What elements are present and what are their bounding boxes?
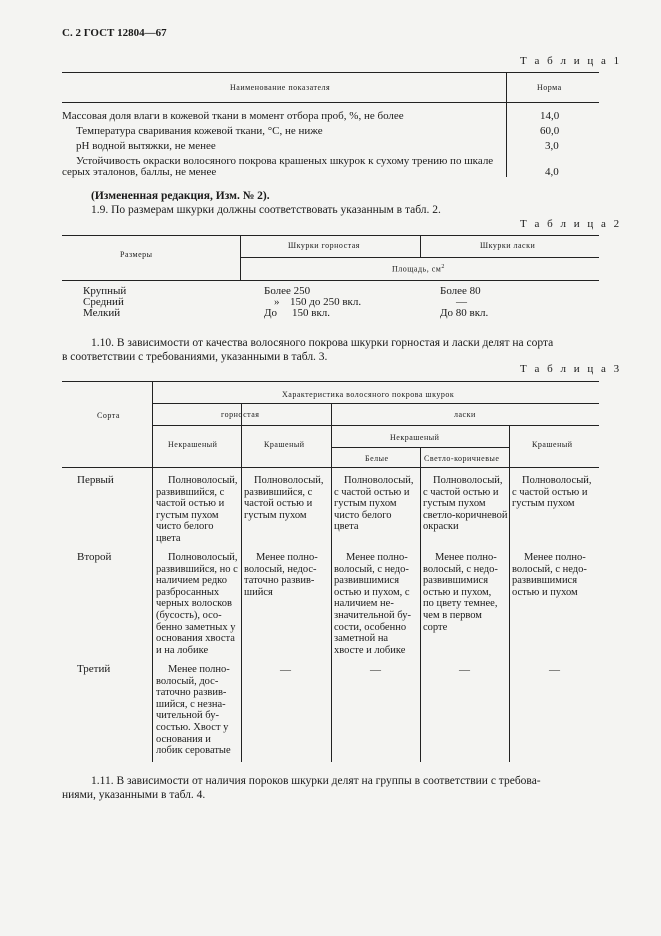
table1-row3-value: 3,0 bbox=[545, 140, 559, 152]
table3-col-weasel-undyed: Некрашеный bbox=[390, 433, 440, 442]
table3-col-divider-5 bbox=[509, 425, 510, 762]
table1-row4-value: 4,0 bbox=[545, 166, 559, 178]
table3-col-divider-4 bbox=[420, 447, 421, 762]
table2-top-rule bbox=[62, 235, 599, 236]
paragraph-1-10-line1: 1.10. В зависимости от качества волосяного покрова шкурки горностая и ласки делят на сорта bbox=[91, 337, 554, 349]
table3-r1-c5: Полноволосый, с частой остью и густым пухом bbox=[512, 475, 592, 510]
table3-r2-c4: Менее полно- волосый, с недо- развившимися остью и пухом, по цвету темнее, чем в первом сорте bbox=[423, 552, 498, 633]
table3-col-white: Белые bbox=[365, 454, 389, 463]
table3-r3-c4-dash: — bbox=[459, 664, 470, 676]
table2-area-label bbox=[392, 264, 445, 274]
table2-col-ermine: Шкурки горностая bbox=[288, 241, 360, 250]
table3-r3-c1: Менее полно- волосый, дос- таточно развив- шийся, с незна- чительной бу- состью. Хвост у основания и лобик сероватые bbox=[156, 664, 231, 757]
edition-note: (Измененная редакция, Изм. № 2). bbox=[91, 190, 270, 202]
table1-head-rule bbox=[62, 102, 599, 103]
table2-subhead-rule bbox=[240, 257, 599, 258]
table3-r1-c1: Полноволосый, развившийся, с частой остью и густым пухом чисто белого цвета bbox=[156, 475, 238, 544]
table3-r3-c2-dash: — bbox=[280, 664, 291, 676]
table3-col-weasel-dyed: Крашеный bbox=[532, 440, 573, 449]
table3-col-ermine-undyed: Некрашеный bbox=[168, 440, 218, 449]
table3-grade-1: Первый bbox=[77, 474, 114, 486]
table2-caption: Т а б л и ц а 2 bbox=[520, 218, 622, 230]
table3-grade-3: Третий bbox=[77, 663, 111, 675]
table2-ermine-2-prefix: » bbox=[274, 296, 280, 308]
table2-head-rule bbox=[62, 280, 599, 281]
paragraph-1-11-line2: ниями, указанными в табл. 4. bbox=[62, 789, 206, 801]
table2-area-sup: 2 bbox=[441, 264, 445, 270]
table1-top-rule bbox=[62, 72, 599, 73]
table1-row3-name: pH водной вытяжки, не менее bbox=[76, 140, 216, 152]
table2-weasel-1: Более 80 bbox=[440, 285, 481, 297]
table2-ermine-1: Более 250 bbox=[264, 285, 311, 297]
table1-row1-name: Массовая доля влаги в кожевой ткани в момент отбора проб, %, не более bbox=[62, 110, 404, 122]
paragraph-1-9: 1.9. По размерам шкурки должны соответствовать указанным в табл. 2. bbox=[91, 204, 441, 216]
table2-size-2: Средний bbox=[83, 296, 124, 308]
table2-ermine-2: 150 до 250 вкл. bbox=[290, 296, 362, 308]
table3-col-grade: Сорта bbox=[97, 411, 120, 420]
paragraph-1-10-line2: в соответствии с требованиями, указанными в табл. 3. bbox=[62, 351, 328, 363]
table3-grade-2: Второй bbox=[77, 551, 112, 563]
table2-weasel-2: — bbox=[456, 296, 467, 308]
table3-col-divider-1 bbox=[152, 381, 153, 762]
paragraph-1-11-line1: 1.11. В зависимости от наличия пороков шкурки делят на группы в соответствии с требова- bbox=[91, 775, 541, 787]
table3-head-rule-2 bbox=[152, 425, 599, 426]
table2-ermine-3-prefix: До bbox=[264, 307, 278, 319]
table3-r2-c3: Менее полно- волосый, с недо- развившимися остью и пухом, с наличием не- значительной бу- сости, особенно заметной на хвосте и лобике bbox=[334, 552, 411, 656]
table2-col-divider-2 bbox=[420, 235, 421, 257]
table3-col-ermine-dyed: Крашеный bbox=[264, 440, 305, 449]
table1-col-norm: Норма bbox=[537, 83, 562, 92]
table3-col-char: Характеристика волосяного покрова шкурок bbox=[282, 390, 455, 399]
table2-weasel-3: До 80 вкл. bbox=[440, 307, 489, 319]
table3-col-divider-3 bbox=[331, 403, 332, 762]
table2-area-text: Площадь, см bbox=[392, 264, 442, 274]
table3-r3-c3-dash: — bbox=[370, 664, 381, 676]
table2-size-3: Мелкий bbox=[83, 307, 121, 319]
table3-r1-c3: Полноволосый, с частой остью и густым пухом чисто белого цвета bbox=[334, 475, 414, 533]
table3-col-brown: Светло-коричневые bbox=[424, 454, 500, 463]
table3-col-ermine: горностая bbox=[221, 410, 260, 419]
table1-row2-name: Температура сваривания кожевой ткани, °С, не ниже bbox=[76, 125, 323, 137]
table2-ermine-3: 150 вкл. bbox=[292, 307, 331, 319]
page-header: С. 2 ГОСТ 12804—67 bbox=[62, 27, 167, 39]
table3-r1-c4: Полноволосый, с частой остью и густым пухом светло-коричневой окраски bbox=[423, 475, 508, 533]
table3-r3-c5-dash: — bbox=[549, 664, 560, 676]
table3-head-rule-4 bbox=[62, 467, 599, 468]
table3-top-rule bbox=[62, 381, 599, 382]
table1-row4-name-line1: Устойчивость окраски волосяного покрова крашеных шкурок к сухому трению по шкале bbox=[76, 155, 494, 167]
table1-col-name: Наименование показателя bbox=[230, 83, 331, 92]
table1-caption: Т а б л и ц а 1 bbox=[520, 55, 622, 67]
table3-col-weasel: ласки bbox=[454, 410, 476, 419]
table2-col-weasel: Шкурки ласки bbox=[480, 241, 536, 250]
table1-row1-value: 14,0 bbox=[540, 110, 560, 122]
table3-caption: Т а б л и ц а 3 bbox=[520, 363, 622, 375]
table1-row4-name-line2: серых эталонов, баллы, не менее bbox=[62, 166, 217, 178]
table3-r2-c1: Полноволосый, развившийся, но с наличием редко разбросанных черных волосков (бусость), осо- бенно заметных у основания хвоста и на лобике bbox=[156, 552, 238, 656]
table3-r2-c5: Менее полно- волосый, с недо- развившимися остью и пухом bbox=[512, 552, 587, 598]
table3-r1-c2: Полноволосый, развившийся, с частой остью и густым пухом bbox=[244, 475, 324, 521]
table1-col-divider bbox=[506, 72, 507, 177]
table2-size-1: Крупный bbox=[83, 285, 127, 297]
table3-head-rule-3 bbox=[331, 447, 509, 448]
table3-r2-c2: Менее полно- волосый, недос- таточно развив- шийся bbox=[244, 552, 318, 598]
table3-col-divider-2 bbox=[241, 403, 242, 762]
table1-row2-value: 60,0 bbox=[540, 125, 560, 137]
table2-col-size: Размеры bbox=[120, 250, 153, 259]
table3-head-rule-1 bbox=[152, 403, 599, 404]
